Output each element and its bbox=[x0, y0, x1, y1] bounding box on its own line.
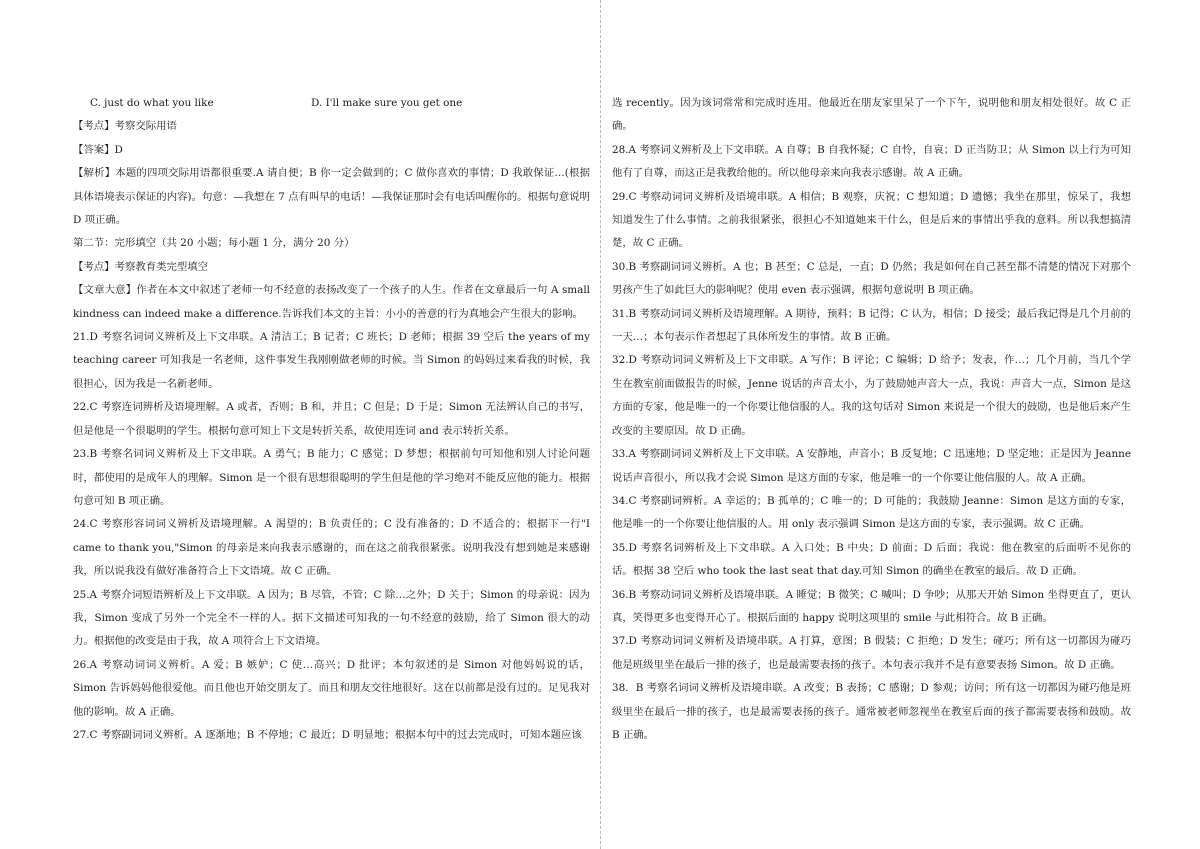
right-paragraph: 35.D 考察名词辨析及上下文串联。A 入口处；B 中央；D 前面；D 后面；我说：他在教室的后面听不见你的话。根据 38 空后 who took the last seat that day.可知 Simon 的确坐在教室的最后。故 D 正确。 bbox=[612, 541, 1131, 578]
left-paragraph: 27.C 考察副词词义辨析。A 逐渐地；B 不停地；C 最近；D 明显地；根据本句中的过去完成时，可知本题应该 bbox=[73, 728, 582, 741]
right-paragraph: 33.A 考察副词词义辨析及上下文串联。A 安静地，声音小；B 反复地；C 迅速地；D 坚定地；正是因为 Jeanne 说话声音很小，所以我才会说 Simon 是这方面的专家，他是唯一的一个你要让他信服的人。故 A 正确。 bbox=[612, 448, 1131, 484]
right-paragraph: 32.D 考察动词词义辨析及上下文串联。A 写作；B 评论；C 编辑；D 给予；发表，作…；几个月前，当几个学生在教室前面做报告的时候，Jenne 说话的声音太小，为了鼓励她声音大一点，我说：声音大一点，Simon 是这方面的专家，他是唯一的一个你要让他信服的人。我的这句话对 Simon 来说是一个很大的鼓励，也是他后来产生改变的主要原因。故 D 正确。 bbox=[612, 354, 1131, 437]
right-paragraph: 28.A 考察词义辨析及上下文串联。A 自尊；B 自我怀疑；C 自怜，自哀；D 正当防卫；从 Simon 以上行为可知他有了自尊，而这正是我教给他的。所以他母亲来向我表示感谢。故 A 正确。 bbox=[612, 143, 1131, 180]
right-paragraph: 31.B 考察动词词义辨析及语境理解。A 期待，预料；B 记得；C 认为，相信；D 接受；最后我记得是几个月前的一天…；本句表示作者想起了具体所发生的事情。故 B 正确。 bbox=[612, 307, 1131, 344]
right-paragraph: 30.B 考察副词词义辨析。A 也；B 甚至；C 总是，一直；D 仍然；我是如何在自己甚至都不清楚的情况下对那个男孩产生了如此巨大的影响呢？使用 even 表示强调，根据句意说明 B 项正确。 bbox=[612, 260, 1131, 297]
right-paragraph: 选 recently。因为该词常常和完成时连用。他最近在朋友家里呆了一个下午，说明他和朋友相处很好。故 C 正确。 bbox=[612, 97, 1131, 133]
left-paragraph: 26.A 考察动词词义辨析。A 爱；B 嫉妒；C 使…高兴；D 批评；本句叙述的是 Simon 对他妈妈说的话，Simon 告诉妈妈他很爱他。而且他也开始交朋友了。而且和朋友交往地很好。这在以前都是没有过的。足见我对他的影响。故 A 正确。 bbox=[73, 658, 590, 718]
option-d: D. I'll make sure you get one bbox=[311, 97, 463, 109]
left-paragraph: 25.A 考察介词短语辨析及上下文串联。A 因为；B 尽管，不管；C 除…之外；D 关于；Simon 的母亲说：因为我，Simon 变成了另外一个完全不一样的人。据下文描述可知我的一句不经意的鼓励，给了 Simon 很大的动力。根据他的改变是由于我，故 A 项符合上下文语境。 bbox=[73, 588, 590, 648]
left-column bbox=[73, 92, 590, 747]
left-paragraph: 【文章大意】作者在本文中叙述了老师一句不经意的表扬改变了一个孩子的人生。作者在文章最后一句 A small kindness can indeed make a difference.告诉我们本文的主旨：小小的善意的行为真地会产生很大的影响。 bbox=[73, 284, 590, 320]
right-paragraph: 29.C 考察动词词义辨析及语境串联。A 相信；B 观察，庆祝；C 想知道；D 遗憾；我坐在那里，惊呆了，我想知道发生了什么事情。之前我很紧张，很担心不知道她来干什么，但是后来的事情出乎我的意料。所以我想搞清楚，故 C 正确。 bbox=[612, 190, 1131, 250]
section-heading: 第二节：完形填空（共 20 小题；每小题 1 分，满分 20 分） bbox=[73, 237, 355, 250]
right-paragraph: 34.C 考察副词辨析。A 幸运的；B 孤单的；C 唯一的；D 可能的；我鼓励 Jeanne：Simon 是这方面的专家，他是唯一的一个你要让他信服的人。用 only 表示强调 Simon 是这方面的专家，表示强调。故 C 正确。 bbox=[612, 494, 1131, 531]
right-paragraph: 36.B 考察动词词义辨析及语境串联。A 睡觉；B 微笑；C 喊叫；D 争吵；从那天开始 Simon 坐得更直了，更认真，笑得更多也变得开心了。根据后面的 happy 说明这项里的 smile 与此相符合。故 B 正确。 bbox=[612, 588, 1131, 624]
right-paragraph: 37.D 考察动词词义辨析及语境串联。A 打算，意图；B 假装；C 拒绝；D 发生；碰巧；所有这一切都因为碰巧他是班级里坐在最后一排的孩子，也是最需要表扬的孩子。本句表示我并不是有意要表扬 Simon。故 D 正确。 bbox=[612, 635, 1131, 671]
left-paragraph: 【考点】考察交际用语 bbox=[73, 120, 177, 133]
left-paragraph: 23.B 考察名词词义辨析及上下文串联。A 勇气；B 能力；C 感觉；D 梦想；根据前句可知他和别人讨论问题时，都使用的是成年人的理解。Simon 是一个很有思想很聪明的学生但是他的学习绝对不能反应他的能力。根据句意可知 B 项正确。 bbox=[73, 448, 590, 507]
left-paragraph: 【考点】考察教育类完型填空 bbox=[73, 260, 209, 273]
right-paragraph: 38．B 考察名词词义辨析及语境串联。A 改变；B 表扬；C 感谢；D 参观；访问；所有这一切都因为碰巧他是班级里坐在最后一排的孩子，也是最需要表扬的孩子。通常被老师忽视坐在教室后面的孩子都需要表扬和鼓励。故 B 正确。 bbox=[612, 682, 1131, 741]
left-paragraph: 【答案】D bbox=[73, 143, 123, 156]
left-paragraph: 24.C 考察形容词词义辨析及语境理解。A 渴望的；B 负责任的；C 没有准备的；D 不适合的；根据下一行"I came to thank you,"Simon 的母亲是来向我表示感谢的，而在这之前我很紧张。说明我没有想到她是来感谢我，所以说我没有做好准备符合上下文语境。故 C 正确。 bbox=[73, 518, 590, 578]
left-paragraph: 【解析】本题的四项交际用语都很重要.A 请自便；B 你一定会做到的；C 做你喜欢的事情；D 我敢保证…(根据具体语境表示保证的内容)。句意：—我想在 7 点有叫早的电话！—我保证那时会有电话叫醒你的。根据句意说明 D 项正确。 bbox=[73, 167, 590, 227]
column-divider bbox=[600, 0, 601, 849]
right-column bbox=[612, 92, 1131, 747]
left-paragraph: 22.C 考察连词辨析及语境理解。A 或者，否则；B 和，并且；C 但是；D 于是；Simon 无法辨认自己的书写，但是他是一个很聪明的学生。根据句意可知上下文是转折关系，故使用连词 and 表示转折关系。 bbox=[73, 401, 590, 437]
left-paragraph: 21.D 考察名词词义辨析及上下文串联。A 清洁工；B 记者；C 班长；D 老师；根据 39 空后 the years of my teaching career 可知我是一名老师，这件事发生我刚刚做老师的时候。当 Simon 的妈妈过来看我的时候，我很担心，因为我是一名新老师。 bbox=[73, 331, 590, 390]
answer-options-row bbox=[73, 92, 590, 115]
option-c: C. just do what you like bbox=[90, 97, 214, 109]
